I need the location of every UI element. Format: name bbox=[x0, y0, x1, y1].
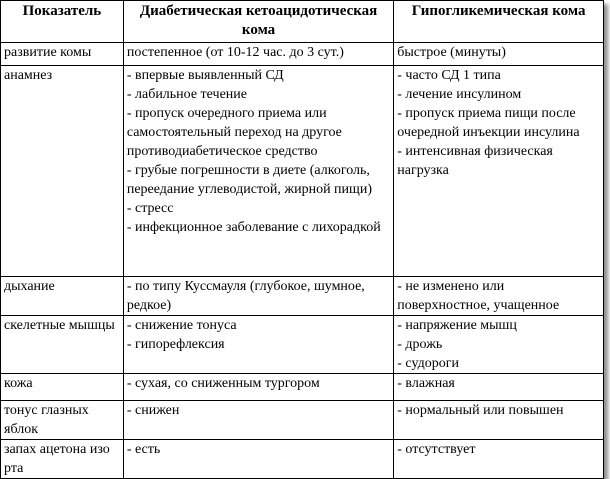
header-hypo: Гипогликемическая кома bbox=[394, 1, 604, 43]
dka-cell bbox=[123, 66, 393, 277]
hypo-line: - дрожь bbox=[397, 337, 443, 352]
header-dka: Диабетическая кетоацидотическая кома bbox=[123, 1, 393, 43]
dka-line: постепенное (от 10-12 час. до 3 сут.) bbox=[126, 45, 344, 60]
hypo-cell bbox=[394, 374, 604, 401]
dka-cell bbox=[123, 401, 393, 440]
hypo-line: - нормальный или повышен bbox=[397, 403, 564, 418]
dka-line: - сухая, со сниженным тургором bbox=[126, 376, 320, 391]
hypo-line: - не изменено или поверхностное, учащенное bbox=[397, 279, 560, 313]
table-row bbox=[1, 401, 604, 440]
dka-line: - по типу Куссмауля (глубокое, шумное, редкое) bbox=[126, 279, 365, 313]
hypo-line: быстрое (минуты) bbox=[397, 45, 506, 60]
dka-cell bbox=[123, 440, 393, 479]
param-cell: анамнез bbox=[1, 66, 124, 277]
dka-cell bbox=[123, 374, 393, 401]
hypo-cell bbox=[394, 440, 604, 479]
hypo-cell bbox=[394, 401, 604, 440]
hypo-cell bbox=[394, 66, 604, 277]
hypo-line: - судороги bbox=[397, 356, 459, 371]
hypo-line: - пропуск приема пищи после очередной инъекции инсулина bbox=[397, 106, 580, 140]
hypo-line: - часто СД 1 типа bbox=[397, 68, 501, 83]
table-row bbox=[1, 277, 604, 316]
hypo-line: - влажная bbox=[397, 376, 455, 391]
hypo-cell bbox=[394, 316, 604, 374]
dka-line: - лабильное течение bbox=[126, 87, 247, 102]
dka-line: - есть bbox=[126, 442, 161, 457]
hypo-line: - лечение инсулином bbox=[397, 87, 522, 102]
header-param: Показатель bbox=[1, 1, 124, 43]
dka-cell bbox=[123, 316, 393, 374]
param-cell: кожа bbox=[1, 374, 124, 401]
table-row bbox=[1, 440, 604, 479]
hypo-cell bbox=[394, 277, 604, 316]
dka-line: - грубые погрешности в диете (алкоголь, переедание углеводистой, жирной пищи) bbox=[126, 163, 372, 197]
dka-line: - инфекционное заболевание с лихорадкой bbox=[126, 220, 381, 235]
hypo-line: - напряжение мышц bbox=[397, 318, 517, 333]
header-row bbox=[1, 1, 604, 43]
table-row bbox=[1, 374, 604, 401]
dka-cell bbox=[123, 277, 393, 316]
dka-line: - снижение тонуса bbox=[126, 318, 237, 333]
dka-line: - стресс bbox=[126, 201, 174, 216]
table-row bbox=[1, 66, 604, 277]
hypo-line: - интенсивная физическая нагрузка bbox=[397, 144, 553, 178]
param-cell: запах ацетона изо рта bbox=[1, 440, 124, 479]
param-cell: дыхание bbox=[1, 277, 124, 316]
dka-line: - впервые выявленный СД bbox=[126, 68, 284, 83]
table-row bbox=[1, 316, 604, 374]
dka-line: - гипорефлексия bbox=[126, 337, 225, 352]
dka-line: - снижен bbox=[126, 403, 180, 418]
param-cell: скелетные мышцы bbox=[1, 316, 124, 374]
hypo-cell bbox=[394, 43, 604, 66]
param-cell: развитие комы bbox=[1, 43, 124, 66]
dka-line: - пропуск очередного приема или самостоятельный переход на другое противодиабетическое средство bbox=[126, 106, 342, 159]
hypo-line: - отсутствует bbox=[397, 442, 476, 457]
table-row bbox=[1, 43, 604, 66]
param-cell: тонус глазных яблок bbox=[1, 401, 124, 440]
dka-cell bbox=[123, 43, 393, 66]
